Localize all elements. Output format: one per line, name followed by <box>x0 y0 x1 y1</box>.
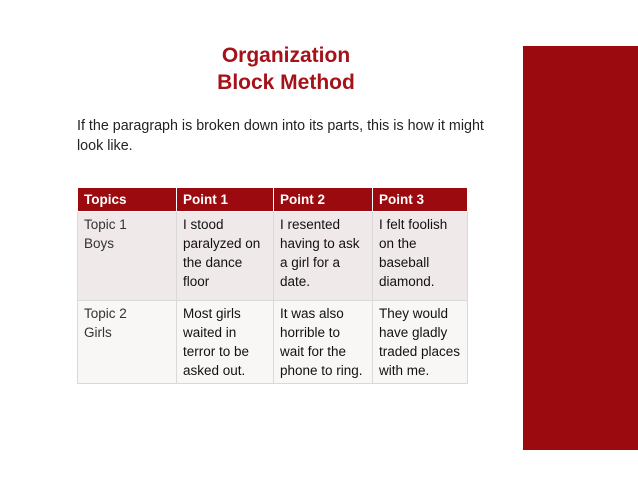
table-row <box>78 301 468 384</box>
point-cell: I stood paralyzed on the dance floor <box>177 212 274 301</box>
header-point-1: Point 1 <box>177 188 274 212</box>
point-cell: I resented having to ask a girl for a date. <box>274 212 373 301</box>
header-topics: Topics <box>78 188 177 212</box>
topic-cell: Topic 1 Boys <box>78 212 177 301</box>
title-line-1: Organization <box>221 44 351 67</box>
point-cell: Most girls waited in terror to be asked out. <box>177 301 274 384</box>
header-point-3: Point 3 <box>373 188 468 212</box>
header-point-2: Point 2 <box>274 188 373 212</box>
slide-title <box>196 42 376 96</box>
accent-sidebar <box>523 46 638 450</box>
block-method-table <box>77 187 468 384</box>
point-cell: I felt foolish on the baseball diamond. <box>373 212 468 301</box>
table-row <box>78 212 468 301</box>
point-cell: They would have gladly traded places with me. <box>373 301 468 384</box>
topic-cell: Topic 2 Girls <box>78 301 177 384</box>
point-cell: It was also horrible to wait for the phone to ring. <box>274 301 373 384</box>
title-line-2: Block Method <box>217 71 355 94</box>
table-header-row <box>78 188 468 212</box>
intro-paragraph: If the paragraph is broken down into its parts, this is how it might look like. <box>77 118 484 154</box>
